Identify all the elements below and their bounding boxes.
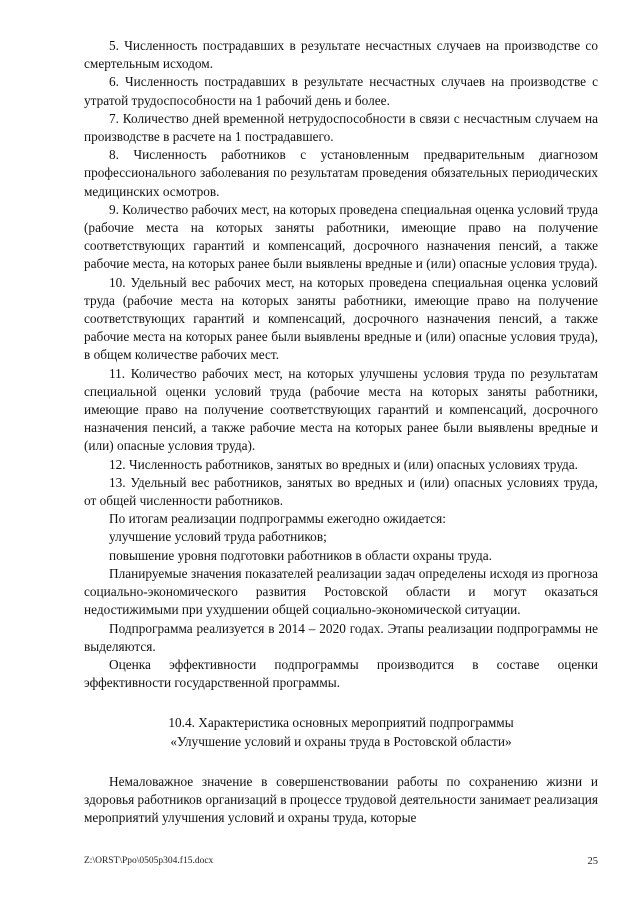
expected-result-1: улучшение условий труда работников; (109, 529, 327, 545)
paragraph-item-7: 7. Количество дней временной нетрудоспособности в связи с несчастным случаем на производстве в расчете на 1 пострадавшего. (84, 110, 598, 145)
section-heading-line-2: «Улучшение условий и охраны труда в Ростовской области» (170, 733, 512, 749)
paragraph-item-9: 9. Количество рабочих мест, на которых проведена специальная оценка условий труда (рабочие места на которых заняты работники, имеющие право на получение соответствующих гарантий и компенсаций, досрочного назначения пенсий, а также рабочие места, на которых ранее были выявлены вредные и (или) опасные условия труда). (84, 201, 598, 272)
paragraph-item-6: 6. Численность пострадавших в результате несчастных случаев на производстве с утратой трудоспособности на 1 рабочий день и более. (84, 74, 598, 108)
evaluation-paragraph: Оценка эффективности подпрограммы производится в составе оценки эффективности государственной программы. (84, 656, 598, 691)
implementation-period-paragraph: Подпрограмма реализуется в 2014 – 2020 годах. Этапы реализации подпрограммы не выделяются. (84, 620, 598, 654)
section-heading (84, 714, 598, 750)
closing-paragraph: Немаловажное значение в совершенствовании работы по сохранению жизни и здоровья работников организаций в процессе трудовой деятельности занимает реализация мероприятий улучшения условий и охраны труда, которые (84, 773, 598, 826)
paragraph-item-13: 13. Удельный вес работников, занятых во вредных и (или) опасных условиях труда, от общей численности работников. (84, 474, 598, 509)
footer-file-path: Z:\ORST\Ppo\0505p304.f15.docx (84, 856, 214, 866)
section-heading-line-1: 10.4. Характеристика основных мероприятий подпрограммы (168, 715, 514, 731)
document-page (84, 37, 598, 827)
expected-result-2: повышение уровня подготовки работников в области охраны труда. (109, 547, 492, 563)
paragraph-item-12: 12. Численность работников, занятых во вредных и (или) опасных условиях труда. (109, 456, 578, 472)
planned-values-paragraph: Планируемые значения показателей реализации задач определены исходя из прогноза социально-экономического развития Ростовской области и могут оказаться недостижимыми при ухудшении общей социально-экономической ситуации. (84, 565, 598, 618)
paragraph-item-11: 11. Количество рабочих мест, на которых улучшены условия труда по результатам специальной оценки условий труда (рабочие места на которых заняты работники, имеющие право на получение соответствующих гарантий и компенсаций, досрочного назначения пенсий, а также рабочие места на которых ранее были выявлены вредные и (или) опасные условия труда). (84, 365, 598, 454)
expected-results-intro: По итогам реализации подпрограммы ежегодно ожидается: (109, 511, 446, 527)
paragraph-item-8: 8. Численность работников с установленным предварительным диагнозом профессионального заболевания по результатам проведения обязательных периодических медицинских осмотров. (84, 147, 598, 199)
paragraph-item-10: 10. Удельный вес рабочих мест, на которых проведена специальная оценка условий труда (рабочие места на которых заняты работники, имеющие право на получение соответствующих гарантий и компенсаций, досрочного назначения пенсий, а также рабочие места на которых ранее были выявлены вредные и (или) опасные условия труда), в общем количестве рабочих мест. (84, 274, 598, 363)
paragraph-item-5: 5. Численность пострадавших в результате несчастных случаев на производстве со смертельным исходом. (84, 38, 598, 72)
page-number: 25 (587, 856, 598, 867)
